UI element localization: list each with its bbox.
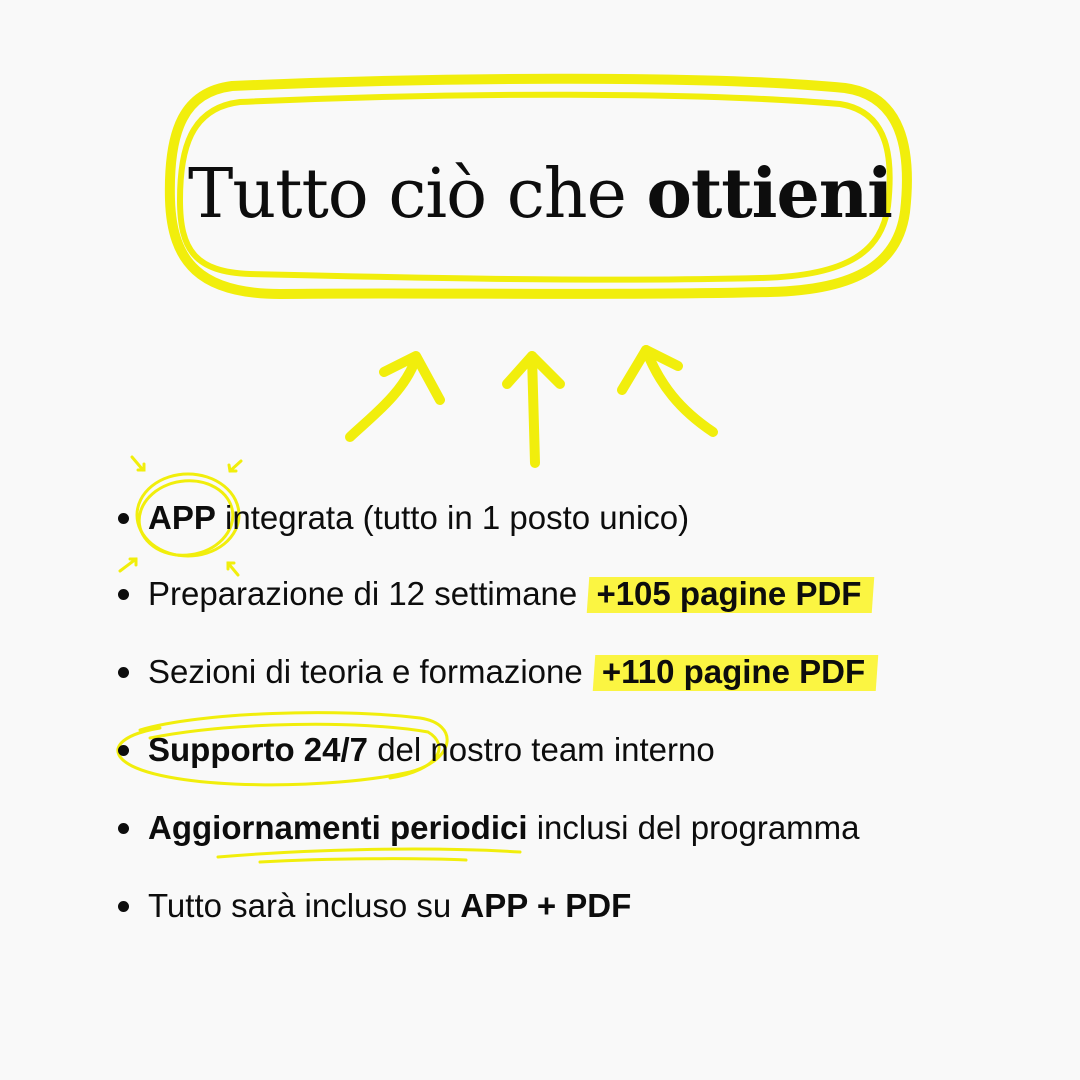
bullet bbox=[118, 901, 129, 912]
item-highlight: +110 pagine PDF bbox=[596, 650, 871, 694]
item-text: Tutto sarà incluso su bbox=[148, 887, 461, 924]
bullet bbox=[118, 589, 129, 600]
list-item bbox=[118, 496, 689, 540]
title-bold: ottieni bbox=[646, 154, 893, 234]
bullet bbox=[118, 513, 129, 524]
list-item bbox=[118, 728, 715, 772]
list-item bbox=[118, 572, 867, 616]
title-regular: Tutto ciò che bbox=[187, 155, 626, 234]
item-bold: Aggiornamenti periodici bbox=[148, 809, 528, 846]
list-item bbox=[118, 650, 871, 694]
item-text: Sezioni di teoria e formazione bbox=[148, 653, 592, 690]
item-text: del nostro team interno bbox=[368, 731, 715, 768]
item-bold: APP + PDF bbox=[460, 887, 632, 924]
list-item bbox=[118, 806, 860, 850]
item-text: inclusi del programma bbox=[527, 809, 860, 846]
item-text: integrata (tutto in 1 posto unico) bbox=[215, 499, 690, 536]
list-item bbox=[118, 884, 631, 928]
item-highlight: +105 pagine PDF bbox=[590, 572, 867, 616]
item-text: Preparazione di 12 settimane bbox=[148, 575, 587, 612]
bullet bbox=[118, 667, 129, 678]
item-bold: Supporto 24/7 bbox=[148, 731, 369, 768]
item-bold: APP bbox=[148, 499, 216, 536]
bullet bbox=[118, 823, 129, 834]
bullet bbox=[118, 745, 129, 756]
